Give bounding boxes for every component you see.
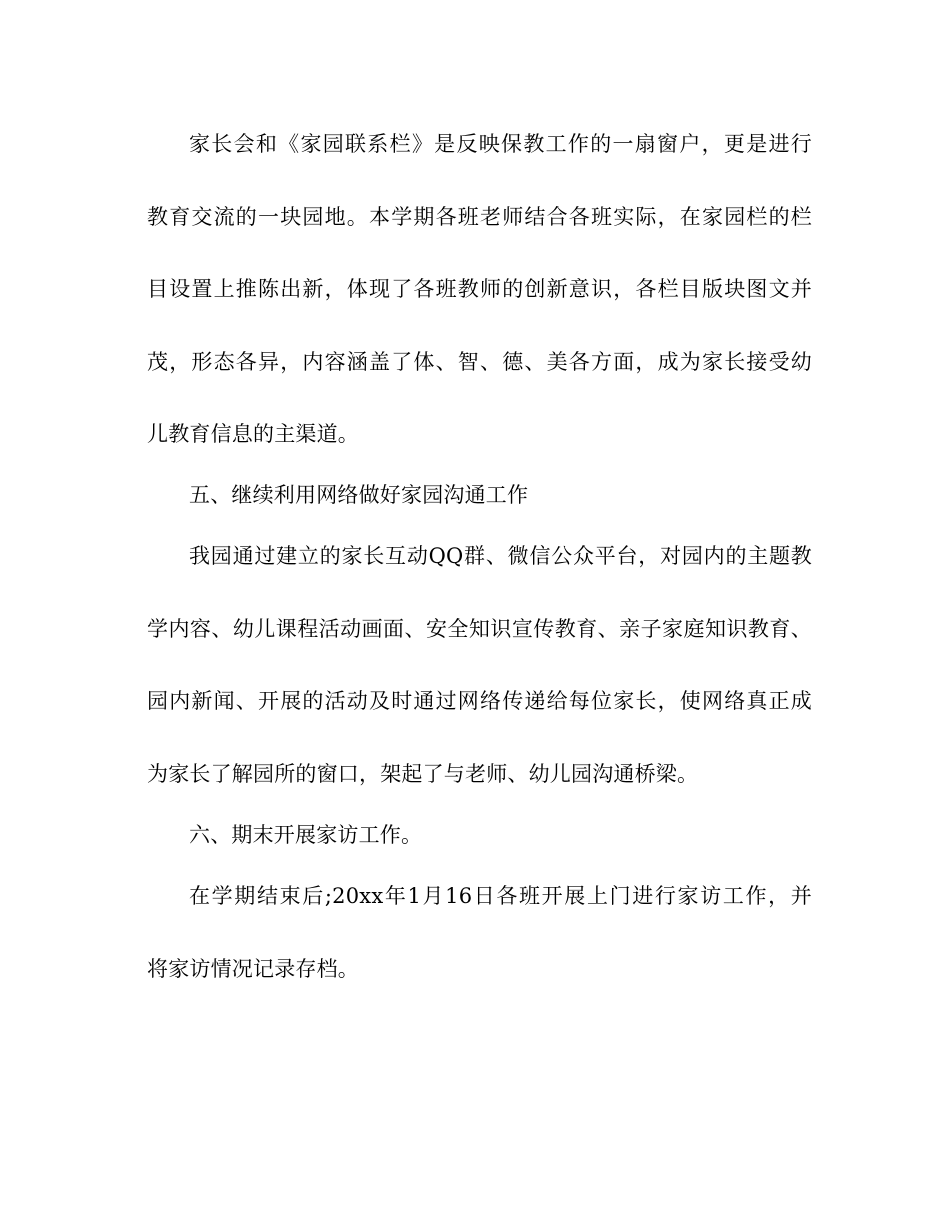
paragraph-line: 园内新闻、开展的活动及时通过网络传递给每位家长，使网络真正成 (147, 689, 812, 713)
paragraph-line: 儿教育信息的主渠道。 (147, 422, 359, 446)
paragraph-line: 将家访情况记录存档。 (147, 957, 359, 981)
paragraph-line: 我园通过建立的家长互动QQ群、微信公众平台，对园内的主题教 (189, 544, 812, 568)
paragraph-line: 教育交流的一块园地。本学期各班老师结合各班实际，在家园栏的栏 (147, 205, 812, 229)
paragraph-line: 为家长了解园所的窗口，架起了与老师、幼儿园沟通桥梁。 (147, 762, 699, 786)
paragraph-line: 在学期结束后;20xx年1月16日各班开展上门进行家访工作，并 (189, 884, 812, 908)
section-heading: 六、期末开展家访工作。 (189, 823, 423, 847)
paragraph-line: 茂，形态各异，内容涵盖了体、智、德、美各方面，成为家长接受幼 (147, 350, 812, 374)
section-heading: 五、继续利用网络做好家园沟通工作 (189, 483, 529, 507)
paragraph-line: 目设置上推陈出新，体现了各班教师的创新意识，各栏目版块图文并 (147, 277, 812, 301)
paragraph-line: 家长会和《家园联系栏》是反映保教工作的一扇窗户，更是进行 (189, 132, 812, 156)
paragraph-line: 学内容、幼儿课程活动画面、安全知识宣传教育、亲子家庭知识教育、 (147, 617, 812, 641)
